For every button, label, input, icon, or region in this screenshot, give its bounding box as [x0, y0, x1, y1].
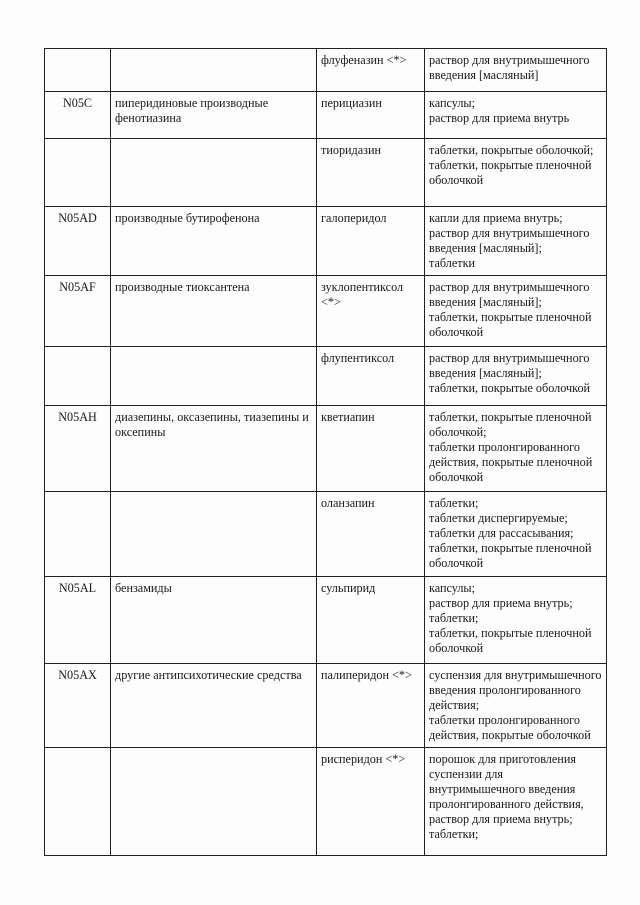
drug-name-cell: галоперидол: [317, 207, 425, 276]
group-cell: [111, 492, 317, 577]
atc-code-cell: [45, 347, 111, 406]
table-row: [45, 347, 607, 406]
atc-code-cell: N05C: [45, 92, 111, 139]
drug-name-cell: зуклопентиксол <*>: [317, 276, 425, 347]
dosage-form-cell: таблетки; таблетки диспергируемые; таблетки для рассасывания; таблетки, покрытые пленочной оболочкой: [425, 492, 607, 577]
drug-table: [44, 48, 607, 856]
dosage-form-cell: раствор для внутримышечного введения [масляный]; таблетки, покрытые оболочкой: [425, 347, 607, 406]
table-row: [45, 406, 607, 492]
table-row: [45, 577, 607, 664]
group-cell: производные тиоксантена: [111, 276, 317, 347]
table-row: [45, 492, 607, 577]
atc-code-cell: [45, 492, 111, 577]
atc-code-cell: N05AX: [45, 664, 111, 748]
atc-code-cell: N05AH: [45, 406, 111, 492]
dosage-form-cell: капсулы; раствор для приема внутрь; таблетки; таблетки, покрытые пленочной оболочкой: [425, 577, 607, 664]
group-cell: [111, 49, 317, 92]
dosage-form-cell: раствор для внутримышечного введения [масляный]; таблетки, покрытые пленочной оболочкой: [425, 276, 607, 347]
dosage-form-cell: капсулы; раствор для приема внутрь: [425, 92, 607, 139]
table-row: [45, 92, 607, 139]
group-cell: диазепины, оксазепины, тиазепины и оксепины: [111, 406, 317, 492]
drug-name-cell: флупентиксол: [317, 347, 425, 406]
dosage-form-cell: таблетки, покрытые оболочкой; таблетки, покрытые пленочной оболочкой: [425, 139, 607, 207]
atc-code-cell: N05AD: [45, 207, 111, 276]
table-row: [45, 748, 607, 856]
drug-name-cell: тиоридазин: [317, 139, 425, 207]
dosage-form-cell: суспензия для внутримышечного введения пролонгированного действия; таблетки пролонгированного действия, покрытые оболочкой: [425, 664, 607, 748]
group-cell: производные бутирофенона: [111, 207, 317, 276]
group-cell: пиперидиновые производные фенотиазина: [111, 92, 317, 139]
dosage-form-cell: таблетки, покрытые пленочной оболочкой; таблетки пролонгированного действия, покрытые пленочной оболочкой: [425, 406, 607, 492]
drug-name-cell: рисперидон <*>: [317, 748, 425, 856]
group-cell: бензамиды: [111, 577, 317, 664]
dosage-form-cell: порошок для приготовления суспензии для внутримышечного введения пролонгированного действия, раствор для приема внутрь; таблетки;: [425, 748, 607, 856]
atc-code-cell: N05AF: [45, 276, 111, 347]
drug-name-cell: палиперидон <*>: [317, 664, 425, 748]
table-row: [45, 139, 607, 207]
group-cell: [111, 139, 317, 207]
drug-name-cell: сульпирид: [317, 577, 425, 664]
atc-code-cell: N05AL: [45, 577, 111, 664]
table-row: [45, 49, 607, 92]
drug-name-cell: кветиапин: [317, 406, 425, 492]
dosage-form-cell: раствор для внутримышечного введения [масляный]: [425, 49, 607, 92]
group-cell: [111, 347, 317, 406]
drug-name-cell: оланзапин: [317, 492, 425, 577]
table-row: [45, 207, 607, 276]
group-cell: другие антипсихотические средства: [111, 664, 317, 748]
atc-code-cell: [45, 139, 111, 207]
drug-name-cell: флуфеназин <*>: [317, 49, 425, 92]
group-cell: [111, 748, 317, 856]
atc-code-cell: [45, 748, 111, 856]
dosage-form-cell: капли для приема внутрь; раствор для внутримышечного введения [масляный]; таблетки: [425, 207, 607, 276]
table-row: [45, 276, 607, 347]
atc-code-cell: [45, 49, 111, 92]
drug-name-cell: перициазин: [317, 92, 425, 139]
table-row: [45, 664, 607, 748]
